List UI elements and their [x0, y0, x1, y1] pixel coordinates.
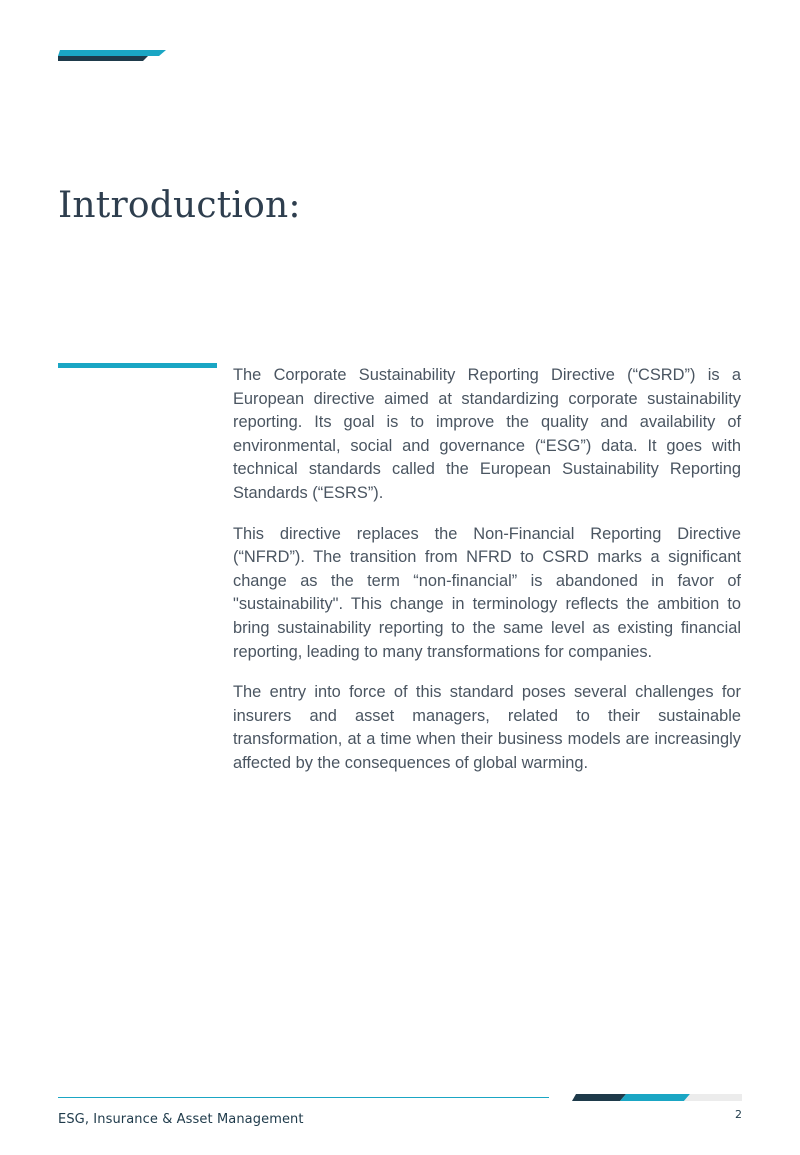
body-text — [233, 364, 741, 793]
footer-label: ESG, Insurance & Asset Management — [58, 1112, 304, 1127]
page-number: 2 — [735, 1108, 742, 1121]
footer-rule — [58, 1097, 549, 1098]
paragraph: The Corporate Sustainability Reporting Directive (“CSRD”) is a European directive aimed at standardizing corporate sustainability reporting. Its goal is to improve the quality and availability of environmental, social and governance (“ESG”) data. It goes with technical standards called the European Sustainability Reporting Standards (“ESRS”). — [233, 366, 741, 502]
top-accent-stripe — [58, 50, 166, 61]
section-accent-rule — [58, 363, 217, 368]
page-title: Introduction: — [58, 185, 301, 226]
paragraph: The entry into force of this standard poses several challenges for insurers and asset managers, related to their sustainable transformation, at a time when their business models are increasingly affected by the consequences of global warming. — [233, 683, 741, 772]
paragraph: This directive replaces the Non-Financial Reporting Directive (“NFRD”). The transition from NFRD to CSRD marks a significant change as the term “non-financial” is abandoned in favor of "sustainability". This change in terminology reflects the ambition to bring sustainability reporting to the same level as existing financial reporting, leading to many transformations for companies. — [233, 524, 741, 661]
footer-accent-stripe — [572, 1094, 742, 1101]
